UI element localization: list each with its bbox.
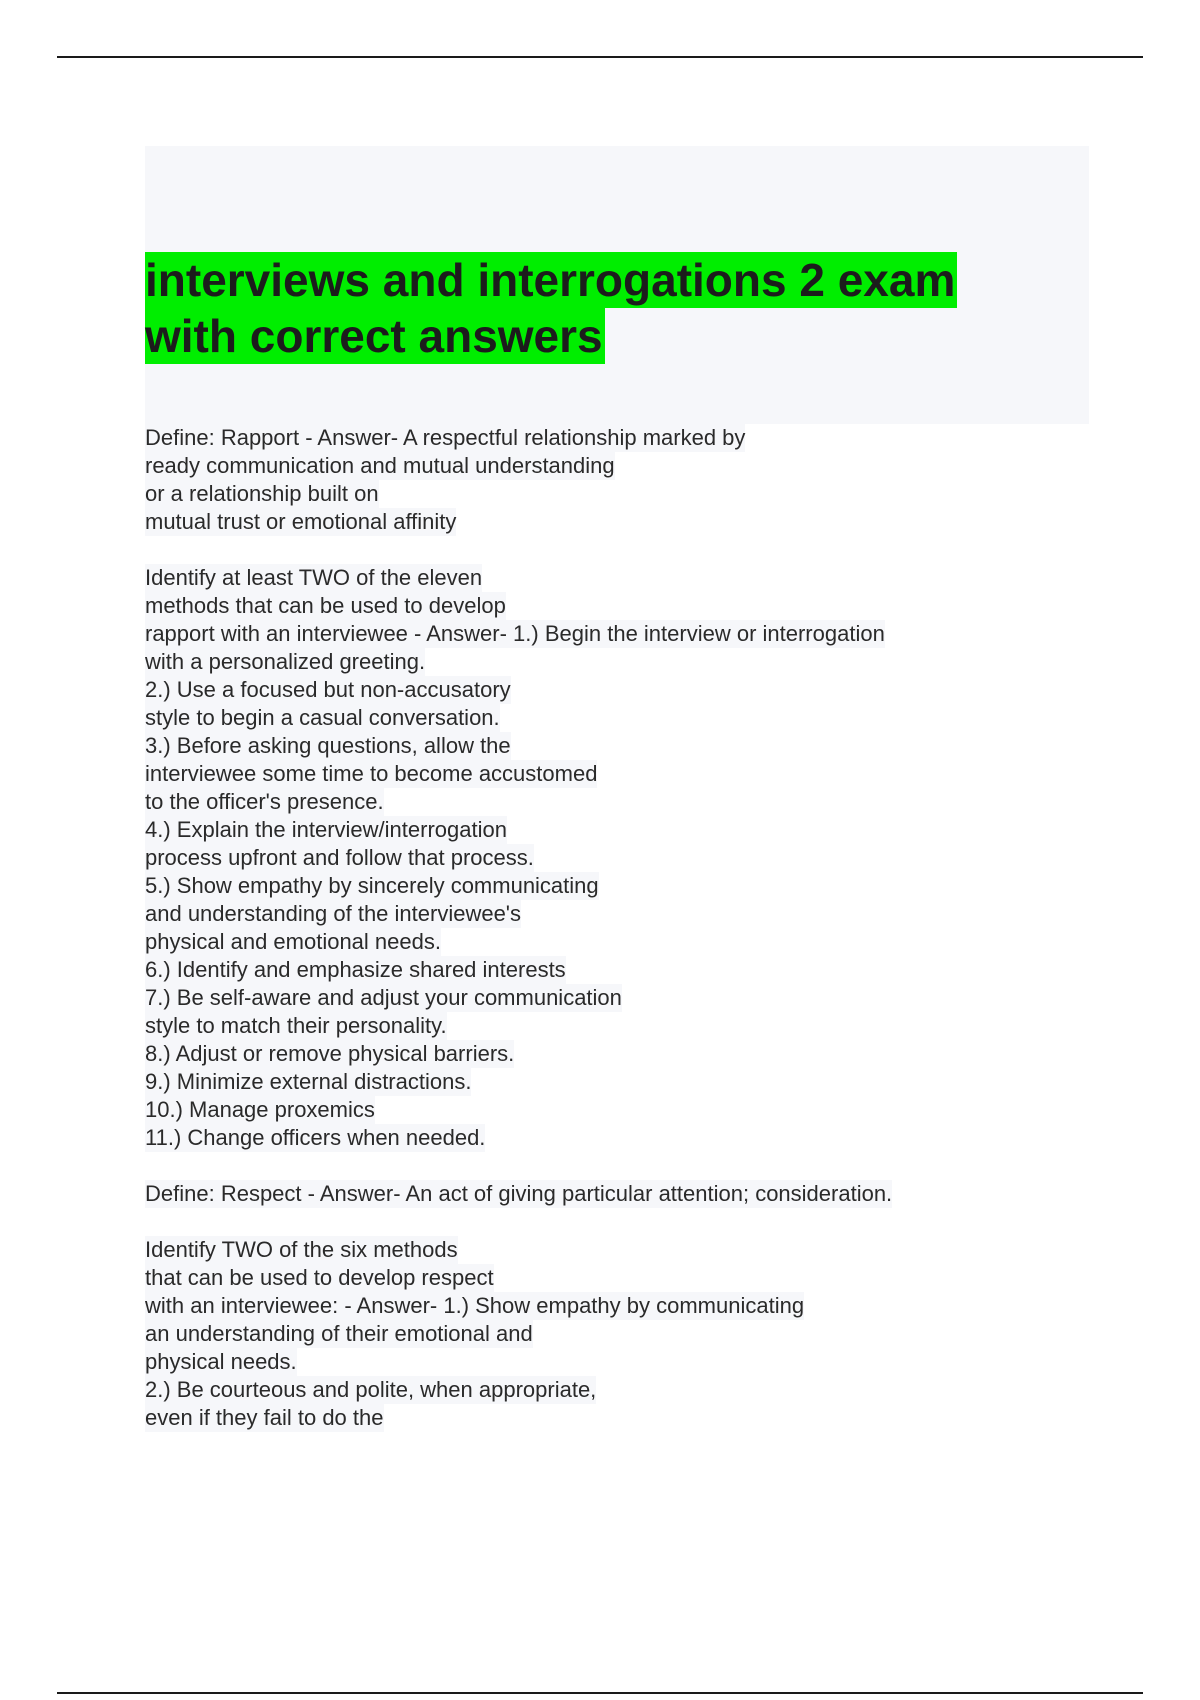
text-line-row xyxy=(145,1236,1105,1264)
text-line: 2.) Use a focused but non-accusatory xyxy=(145,677,511,702)
text-line-row xyxy=(145,452,1105,480)
text-line-row xyxy=(145,1124,1105,1152)
qa-paragraph xyxy=(145,424,1105,536)
text-line: an understanding of their emotional and xyxy=(145,1321,533,1346)
text-line: Identify TWO of the six methods xyxy=(145,1237,458,1262)
text-line: to the officer's presence. xyxy=(145,789,384,814)
text-line-row xyxy=(145,508,1105,536)
text-line-row xyxy=(145,620,1105,648)
text-line-row xyxy=(145,984,1105,1012)
text-line: 8.) Adjust or remove physical barriers. xyxy=(145,1041,515,1066)
text-line-row xyxy=(145,816,1105,844)
text-line-row xyxy=(145,928,1105,956)
text-line-row xyxy=(145,1068,1105,1096)
text-line-row xyxy=(145,1264,1105,1292)
document-title-line-2: with correct answers xyxy=(145,310,603,362)
qa-paragraph xyxy=(145,1180,1105,1208)
text-line-row xyxy=(145,732,1105,760)
text-line: mutual trust or emotional affinity xyxy=(145,509,457,534)
text-line-row xyxy=(145,1320,1105,1348)
text-line-row xyxy=(145,1040,1105,1068)
text-line: Define: Rapport - Answer- A respectful relationship marked by xyxy=(145,425,746,450)
text-line: or a relationship built on xyxy=(145,481,379,506)
text-line: and understanding of the interviewee's xyxy=(145,901,522,926)
text-line: methods that can be used to develop xyxy=(145,593,506,618)
text-line: Define: Respect - Answer- An act of giving particular attention; consideration. xyxy=(145,1181,893,1206)
text-line: rapport with an interviewee - Answer- 1.) Begin the interview or interrogation xyxy=(145,621,885,646)
text-line-row xyxy=(145,1012,1105,1040)
text-line: 2.) Be courteous and polite, when appropriate, xyxy=(145,1377,597,1402)
text-line: even if they fail to do the xyxy=(145,1405,384,1430)
text-line: 7.) Be self-aware and adjust your communication xyxy=(145,985,622,1010)
text-line-row xyxy=(145,788,1105,816)
text-line: style to match their personality. xyxy=(145,1013,447,1038)
text-line: 10.) Manage proxemics xyxy=(145,1097,375,1122)
text-line: interviewee some time to become accustomed xyxy=(145,761,598,786)
text-line-row xyxy=(145,564,1105,592)
text-line: with a personalized greeting. xyxy=(145,649,426,674)
text-line-row xyxy=(145,1348,1105,1376)
document-title-line-1: interviews and interrogations 2 exam xyxy=(145,254,956,306)
text-line: Identify at least TWO of the eleven xyxy=(145,565,483,590)
text-line: physical and emotional needs. xyxy=(145,929,441,954)
text-line-row xyxy=(145,760,1105,788)
text-line-row xyxy=(145,648,1105,676)
text-line-row xyxy=(145,592,1105,620)
text-line: process upfront and follow that process. xyxy=(145,845,534,870)
text-line: 3.) Before asking questions, allow the xyxy=(145,733,511,758)
text-line: with an interviewee: - Answer- 1.) Show empathy by communicating xyxy=(145,1293,805,1318)
document-title xyxy=(145,252,1045,364)
text-line-row xyxy=(145,1292,1105,1320)
text-line-row xyxy=(145,1180,1105,1208)
text-line: style to begin a casual conversation. xyxy=(145,705,500,730)
text-line: 4.) Explain the interview/interrogation xyxy=(145,817,507,842)
bottom-rule xyxy=(57,1692,1143,1694)
text-line-row xyxy=(145,872,1105,900)
text-line-row xyxy=(145,1376,1105,1404)
text-line-row xyxy=(145,1404,1105,1432)
text-line-row xyxy=(145,704,1105,732)
text-line-row xyxy=(145,844,1105,872)
document-body xyxy=(145,424,1105,1460)
text-line: 5.) Show empathy by sincerely communicating xyxy=(145,873,599,898)
text-line-row xyxy=(145,676,1105,704)
text-line: that can be used to develop respect xyxy=(145,1265,494,1290)
text-line-row xyxy=(145,424,1105,452)
text-line: physical needs. xyxy=(145,1349,297,1374)
text-line: 11.) Change officers when needed. xyxy=(145,1125,486,1150)
text-line: 9.) Minimize external distractions. xyxy=(145,1069,472,1094)
qa-paragraph xyxy=(145,1236,1105,1432)
text-line-row xyxy=(145,1096,1105,1124)
text-line-row xyxy=(145,480,1105,508)
text-line-row xyxy=(145,956,1105,984)
text-line-row xyxy=(145,900,1105,928)
top-rule xyxy=(57,56,1143,58)
text-line: 6.) Identify and emphasize shared interests xyxy=(145,957,566,982)
qa-paragraph xyxy=(145,564,1105,1152)
text-line: ready communication and mutual understanding xyxy=(145,453,615,478)
